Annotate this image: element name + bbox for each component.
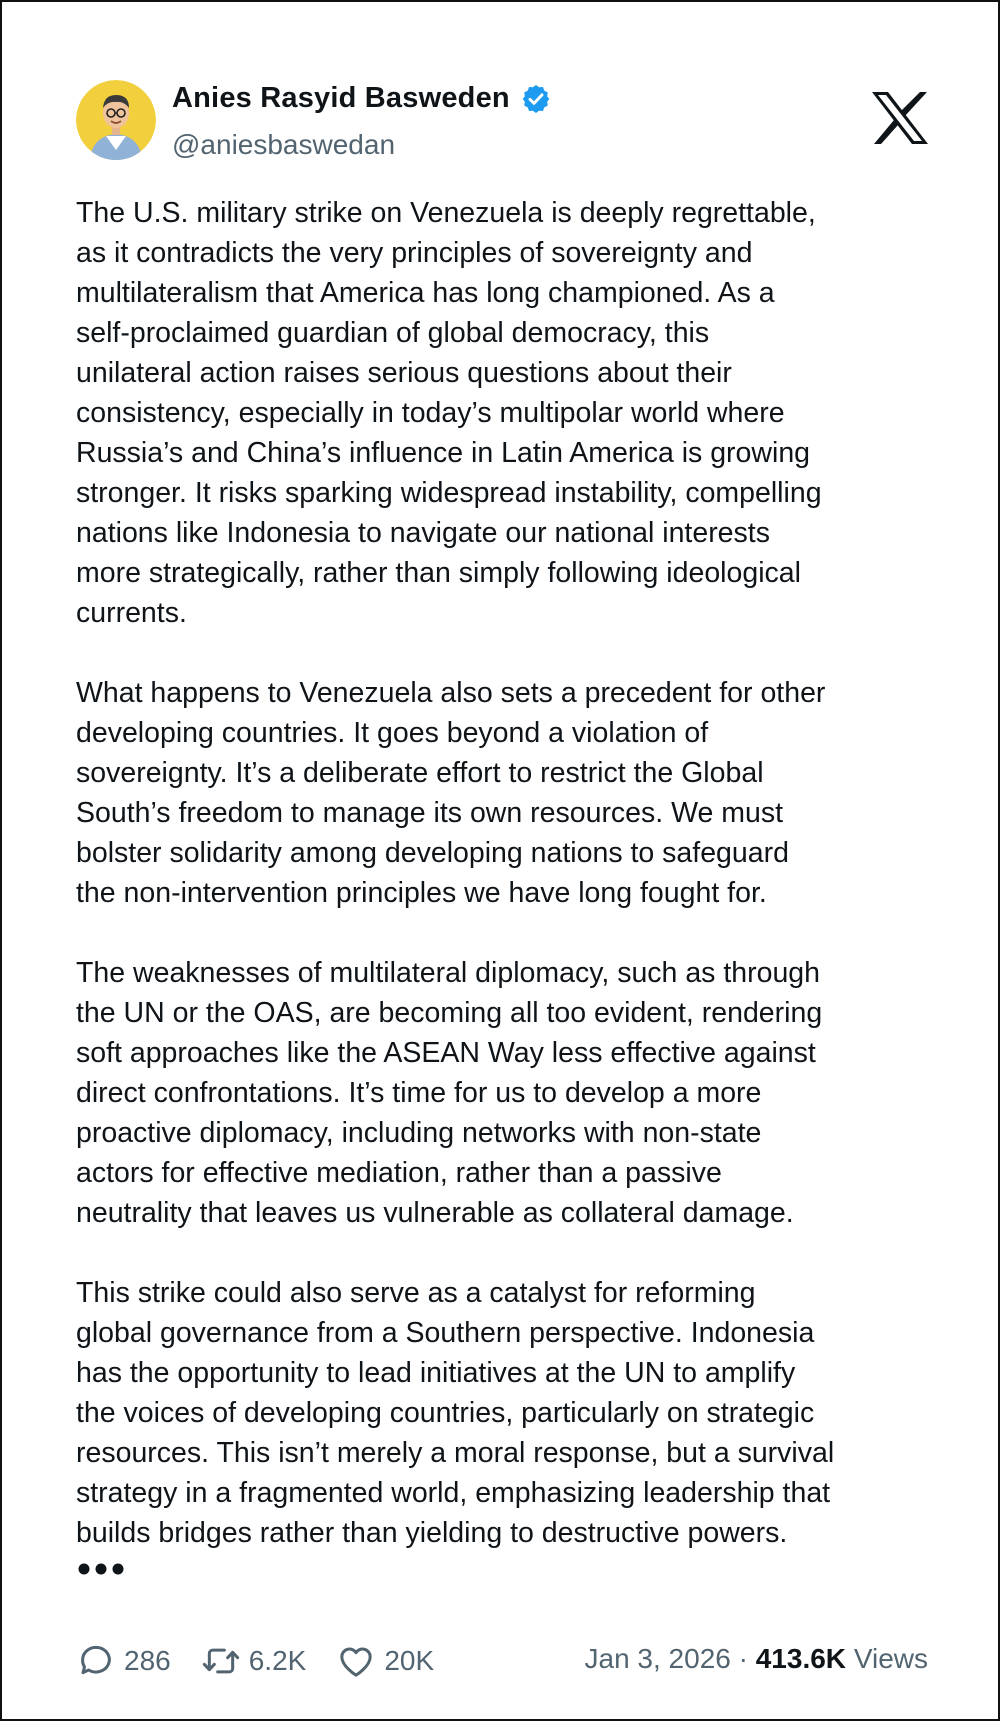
post-text-line: more strategically, rather than simply following ideological bbox=[76, 557, 801, 589]
engagement-bar bbox=[76, 1639, 464, 1683]
repost-icon bbox=[201, 1641, 241, 1681]
post-text-line: self-proclaimed guardian of global democracy, this bbox=[76, 317, 710, 349]
author-name-row[interactable] bbox=[172, 82, 552, 115]
post-text bbox=[76, 193, 946, 1593]
post-paragraph bbox=[76, 673, 946, 913]
x-logo-icon[interactable] bbox=[870, 90, 930, 146]
post-text-line: neutrality that leaves us vulnerable as collateral damage. bbox=[76, 1197, 794, 1229]
author-display-name[interactable]: Anies Rasyid Basweden bbox=[172, 82, 510, 114]
post-text-line: as it contradicts the very principles of sovereignty and bbox=[76, 237, 753, 269]
post-paragraph bbox=[76, 1273, 946, 1553]
post-text-line: currents. bbox=[76, 597, 187, 629]
avatar[interactable] bbox=[76, 80, 156, 160]
post-text-line: bolster solidarity among developing nations to safeguard bbox=[76, 837, 789, 869]
post-text-line: builds bridges rather than yielding to destructive powers. bbox=[76, 1517, 788, 1549]
repost-button[interactable] bbox=[201, 1641, 307, 1681]
reply-icon bbox=[76, 1641, 116, 1681]
post-text-line: The U.S. military strike on Venezuela is deeply regrettable, bbox=[76, 197, 816, 229]
post-text-line: resources. This isn’t merely a moral response, but a survival bbox=[76, 1437, 835, 1469]
post-text-line: strategy in a fragmented world, emphasizing leadership that bbox=[76, 1477, 831, 1509]
post-meta bbox=[585, 1643, 929, 1675]
post-paragraph bbox=[76, 193, 946, 633]
reply-button[interactable] bbox=[76, 1641, 171, 1681]
post-text-line: global governance from a Southern perspective. Indonesia bbox=[76, 1317, 815, 1349]
post-text-line: The weaknesses of multilateral diplomacy, such as through bbox=[76, 957, 821, 989]
like-icon bbox=[336, 1641, 376, 1681]
post-text-line: proactive diplomacy, including networks with non-state bbox=[76, 1117, 762, 1149]
verified-badge-icon[interactable] bbox=[520, 83, 552, 115]
post-text-line: direct confrontations. It’s time for us to develop a more bbox=[76, 1077, 762, 1109]
post-text-line: sovereignty. It’s a deliberate effort to restrict the Global bbox=[76, 757, 764, 789]
post-text-line: actors for effective mediation, rather than a passive bbox=[76, 1157, 722, 1189]
post-text-line: stronger. It risks sparking widespread instability, compelling bbox=[76, 477, 822, 509]
more-dots-icon[interactable] bbox=[78, 1562, 128, 1576]
post-text-line: What happens to Venezuela also sets a precedent for other bbox=[76, 677, 826, 709]
post-text-line: developing countries. It goes beyond a violation of bbox=[76, 717, 709, 749]
post-text-line: has the opportunity to lead initiatives at the UN to amplify bbox=[76, 1357, 796, 1389]
like-count: 20K bbox=[384, 1645, 435, 1676]
avatar-image bbox=[76, 80, 156, 160]
author-handle[interactable]: @aniesbaswedan bbox=[172, 129, 396, 160]
meta-separator: · bbox=[738, 1643, 748, 1674]
repost-count: 6.2K bbox=[248, 1645, 307, 1676]
post-date[interactable]: Jan 3, 2026 bbox=[584, 1643, 731, 1674]
post-text-line: the non-intervention principles we have long fought for. bbox=[76, 877, 767, 909]
post-text-line: South’s freedom to manage its own resources. We must bbox=[76, 797, 784, 829]
post-paragraph bbox=[76, 953, 946, 1233]
post-text-line: This strike could also serve as a catalyst for reforming bbox=[76, 1277, 756, 1309]
post-text-line: multilateralism that America has long championed. As a bbox=[76, 277, 775, 309]
views-label: Views bbox=[853, 1643, 928, 1674]
post-text-line: soft approaches like the ASEAN Way less effective against bbox=[76, 1037, 816, 1069]
like-button[interactable] bbox=[336, 1641, 434, 1681]
post-text-line: unilateral action raises serious questions about their bbox=[76, 357, 732, 389]
post-text-line: nations like Indonesia to navigate our national interests bbox=[76, 517, 770, 549]
post-text-line: consistency, especially in today’s multipolar world where bbox=[76, 397, 785, 429]
post-text-line: the UN or the OAS, are becoming all too evident, rendering bbox=[76, 997, 823, 1029]
post-text-line: the voices of developing countries, particularly on strategic bbox=[76, 1397, 815, 1429]
views-count[interactable]: 413.6K bbox=[755, 1643, 847, 1674]
post-text-line: Russia’s and China’s influence in Latin America is growing bbox=[76, 437, 811, 469]
reply-count: 286 bbox=[124, 1645, 171, 1676]
